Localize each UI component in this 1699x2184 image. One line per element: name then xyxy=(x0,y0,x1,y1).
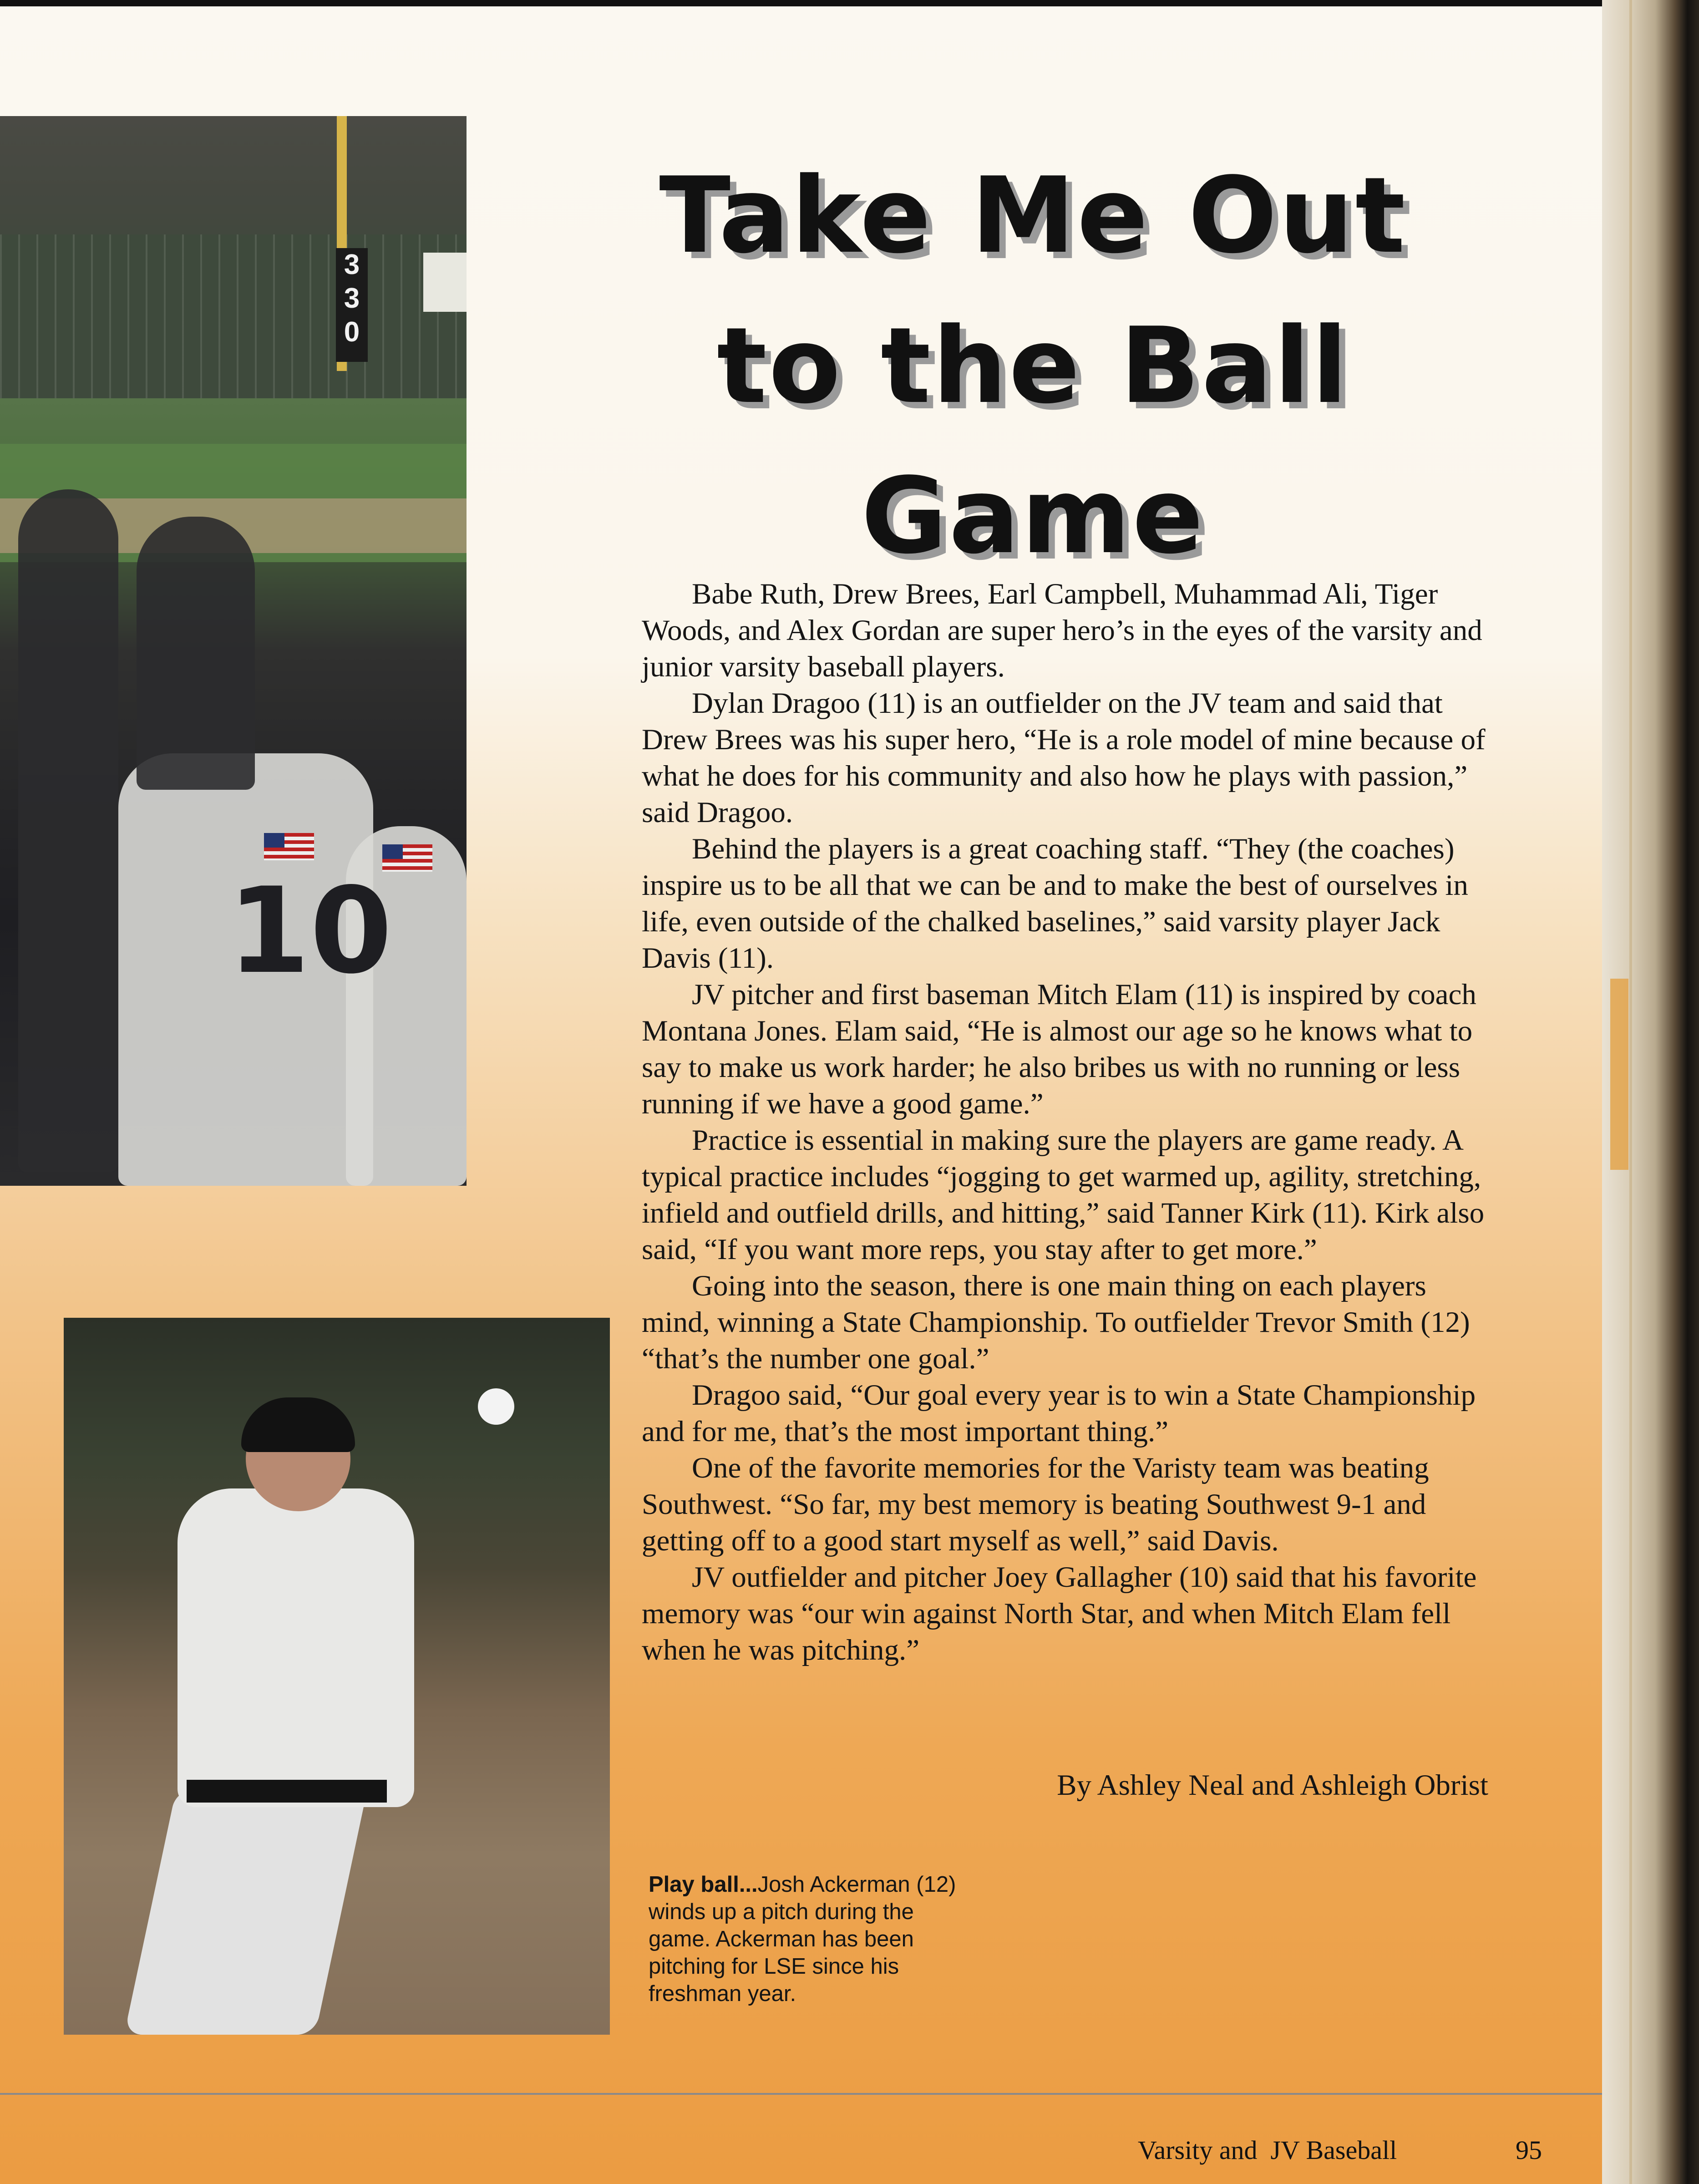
distance-sign: 3 3 0 xyxy=(336,248,368,362)
team-celebration-photo xyxy=(0,116,467,1186)
pitcher-belt xyxy=(187,1780,387,1803)
article-paragraph: Behind the players is a great coaching staff. “They (the coaches) inspire us to be all that we can be and to make the best of ourselves in life, even outside of the chalked baselines,” said varsity player Jack Davis (11). xyxy=(642,833,1468,975)
flag-patch xyxy=(264,833,314,860)
caption-lead: Play ball... xyxy=(649,1872,758,1897)
byline: By Ashley Neal and Ashleigh Obrist xyxy=(1057,1769,1488,1802)
section-label: Varsity and JV Baseball xyxy=(1138,2135,1397,2165)
title-line-1: Take Me Out xyxy=(659,155,1407,277)
book-binding xyxy=(1602,0,1699,2184)
article-paragraph: Dragoo said, “Our goal every year is to win a State Championship and for me, that’s the most important thing.” xyxy=(642,1379,1476,1448)
article-paragraph: Going into the season, there is one main thing on each players mind, winning a State Championship. To outfielder Trevor Smith (12) “that’s the number one goal.” xyxy=(642,1270,1470,1375)
title-line-3: Game xyxy=(861,456,1205,577)
footer-rule xyxy=(0,2093,1611,2095)
outfield-fence xyxy=(0,234,467,398)
article-paragraph: One of the favorite memories for the Varisty team was beating Southwest. “So far, my best memory is beating Southwest 9-1 and getting off to a good start myself as well,” said Davis. xyxy=(642,1452,1429,1557)
player-silhouette xyxy=(18,489,118,1172)
page-edge-tab xyxy=(1610,979,1628,1170)
pitcher-body xyxy=(178,1488,414,1807)
page-number: 95 xyxy=(1516,2135,1542,2165)
article-paragraph: JV pitcher and first baseman Mitch Elam (11) is inspired by coach Montana Jones. Elam said, “He is almost our age so he knows what to say to make us work harder; he also bribes us with no running or less running if we have a good game.” xyxy=(642,978,1476,1120)
baseball xyxy=(478,1388,514,1425)
article-paragraph: Practice is essential in making sure the players are game ready. A typical practice includes “jogging to get warmed up, agility, stretching, infield and outfield drills, and hitting,” said Tanner Kirk (11). Kirk also said, “If you want more reps, you stay after to get more.” xyxy=(642,1124,1485,1266)
binding-stripe xyxy=(1629,0,1632,2184)
caption-text: Josh Ackerman (12) winds up a pitch during the game. Ackerman has been pitching for LSE since his freshman year. xyxy=(649,1872,956,2006)
jersey-number: 10 xyxy=(228,863,392,1000)
photo-caption xyxy=(649,1871,967,2007)
article-paragraph: Dylan Dragoo (11) is an outfielder on the JV team and said that Drew Brees was his super hero, “He is a role model of mine because of what he does for his community and also how he plays with passion,” said Dragoo. xyxy=(642,687,1486,829)
outfield-ad-sign xyxy=(423,253,467,312)
pitcher-figure xyxy=(150,1388,432,2035)
article-title xyxy=(587,141,1479,592)
article-body xyxy=(642,576,1488,1668)
top-border xyxy=(0,0,1620,6)
title-line-2: to the Ball xyxy=(717,305,1349,427)
pitcher-cap xyxy=(241,1397,355,1452)
pitcher-legs xyxy=(124,1789,368,2035)
article-paragraph: JV outfielder and pitcher Joey Gallagher (10) said that his favorite memory was “our win against North Star, and when Mitch Elam fell when he was pitching.” xyxy=(642,1561,1477,1666)
article-paragraph: Babe Ruth, Drew Brees, Earl Campbell, Muhammad Ali, Tiger Woods, and Alex Gordan are super hero’s in the eyes of the varsity and junior varsity baseball players. xyxy=(642,578,1482,683)
player-silhouette xyxy=(137,517,255,790)
